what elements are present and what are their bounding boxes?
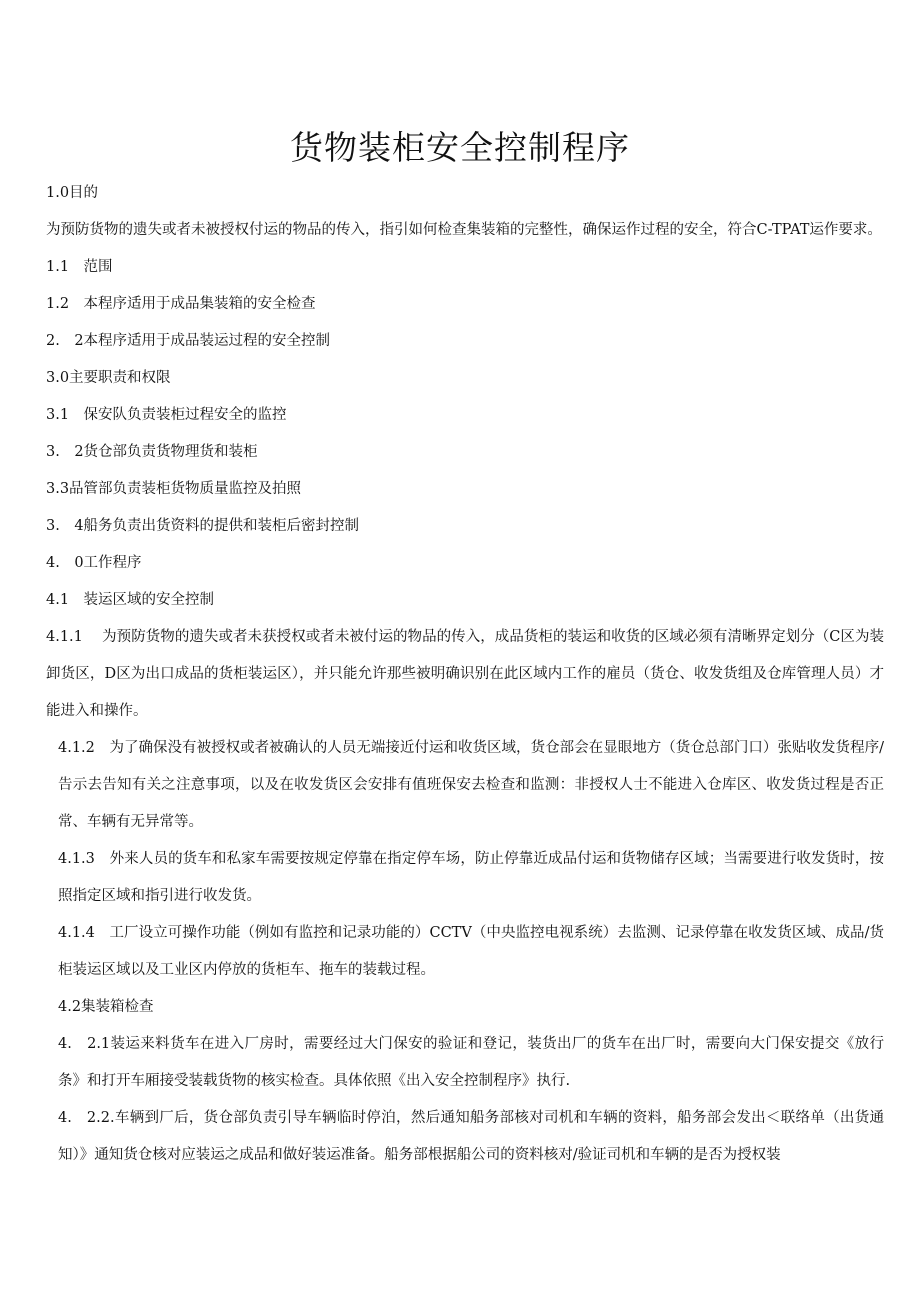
document-title: 货物装柜安全控制程序 (290, 128, 630, 167)
section-3-3-item: 3.3品管部负责装柜货物质量监控及拍照 (46, 481, 302, 497)
section-4-1-heading: 4.1 装运区域的安全控制 (46, 592, 215, 608)
section-4-2-1-paragraph: 4. 2.1装运来料货车在进入厂房时，需要经过大门保安的验证和登记，装货出厂的货车在出厂时，需要向大门保安提交《放行条》和打开车厢接受装载货物的核实检查。具体依照《出入安全控制程序》执行. (58, 1036, 884, 1089)
section-4-1-4-paragraph: 4.1.4 工厂设立可操作功能（例如有监控和记录功能的）CCTV（中央监控电视系统）去监测、记录停靠在收发货区域、成品/货柜装运区域以及工业区内停放的货柜车、拖车的装载过程。 (58, 925, 884, 978)
section-1-1-heading: 1.1 范围 (46, 259, 113, 275)
section-1-2-item: 1.2 本程序适用于成品集装箱的安全检查 (46, 296, 316, 312)
section-3-2-item: 3. 2货仓部负责货物理货和装柜 (46, 444, 258, 460)
section-3-0-heading: 3.0主要职责和权限 (46, 370, 171, 386)
document-body (46, 175, 884, 1174)
purpose-paragraph: 为预防货物的遗失或者未被授权付运的物品的传入，指引如何检查集装箱的完整性，确保运作过程的安全，符合C-TPAT运作要求。 (46, 222, 882, 238)
section-3-1-item: 3.1 保安队负责装柜过程安全的监控 (46, 407, 287, 423)
section-4-2-2-paragraph: 4. 2.2.车辆到厂后，货仓部负责引导车辆临时停泊，然后通知船务部核对司机和车辆的资料，船务部会发出＜联络单（出货通知）》通知货仓核对应装运之成品和做好装运准备。船务部根据船公司的资料核对/验证司机和车辆的是否为授权装 (58, 1110, 884, 1163)
section-3-4-item: 3. 4船务负责出货资料的提供和装柜后密封控制 (46, 518, 360, 534)
section-4-0-heading: 4. 0工作程序 (46, 555, 142, 571)
section-1-0-heading: 1.0目的 (46, 185, 99, 201)
section-4-1-2-paragraph: 4.1.2 为了确保没有被授权或者被确认的人员无端接近付运和收货区域，货仓部会在显眼地方（货仓总部门口）张贴收发货程序/告示去告知有关之注意事项，以及在收发货区会安排有值班保安去检查和监测：非授权人士不能进入仓库区、收发货过程是否正常、车辆有无异常等。 (58, 740, 884, 830)
section-2-2-item: 2. 2本程序适用于成品装运过程的安全控制 (46, 333, 331, 349)
section-4-1-3-paragraph: 4.1.3 外来人员的货车和私家车需要按规定停靠在指定停车场，防止停靠近成品付运和货物储存区域；当需要进行收发货时，按照指定区域和指引进行收发货。 (58, 851, 884, 904)
section-4-2-heading: 4.2集装箱检查 (58, 999, 154, 1015)
section-4-1-1-paragraph: 4.1.1 为预防货物的遗失或者未获授权或者未被付运的物品的传入，成品货柜的装运和收货的区域必须有清晰界定划分（C区为装卸货区，D区为出口成品的货柜装运区），并只能允许那些被明确识别在此区域内工作的雇员（货仓、收发货组及仓库管理人员）才能进入和操作。 (46, 629, 884, 719)
